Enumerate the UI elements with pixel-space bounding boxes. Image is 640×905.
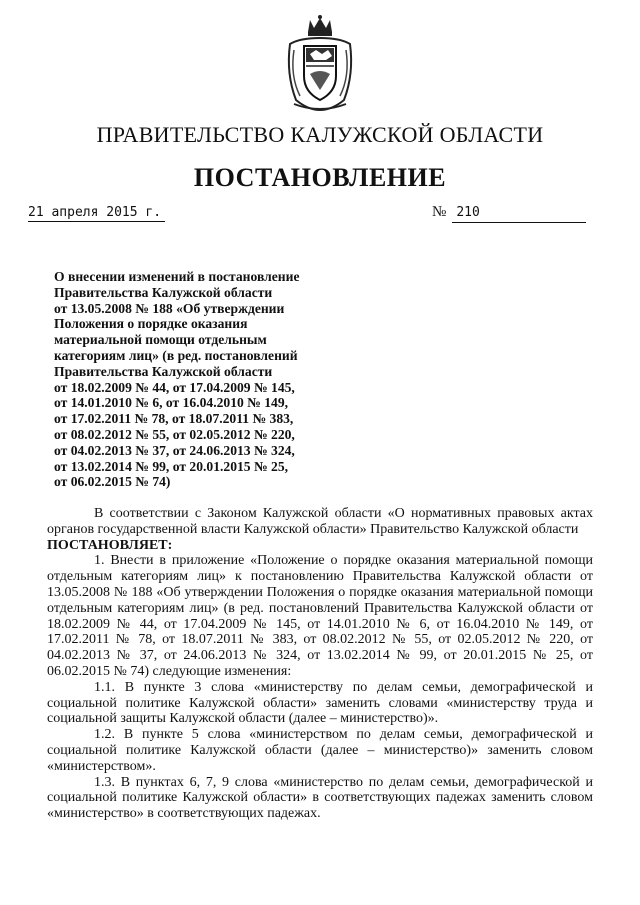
title-line: от 17.02.2011 № 78, от 18.07.2011 № 383,: [54, 411, 294, 427]
decree-word: ПОСТАНОВЛЯЕТ:: [47, 537, 173, 553]
paragraph-1-1: 1.1. В пункте 3 слова «министерству по делам семьи, демографической и социальной политике Калужской области» заменить словами «министерству труда и социальной защиты Калужской области (далее – министерство)».: [47, 679, 593, 727]
title-line: от 14.01.2010 № 6, от 16.04.2010 № 149,: [54, 395, 289, 411]
organization-name: ПРАВИТЕЛЬСТВО КАЛУЖСКОЙ ОБЛАСТИ: [96, 122, 544, 147]
intro-paragraph: В соответствии с Законом Калужской области «О нормативных правовых актах органов государственной власти Калужской области» Правительство Калужской области: [47, 506, 593, 537]
title-line: от 13.02.2014 № 99, от 20.01.2015 № 25,: [54, 458, 289, 474]
title-line: Правительства Калужской области: [54, 363, 273, 379]
number-label: №: [432, 204, 447, 220]
paragraph-1-3: 1.3. В пунктах 6, 7, 9 слова «министерство по делам семьи, демографической и социальной политике Калужской области» в соответствующих падежах заменить словом «министерство» в соответствующих падежах.: [47, 774, 593, 822]
title-line: от 06.02.2015 № 74): [54, 474, 171, 490]
title-line: от 18.02.2009 № 44, от 17.04.2009 № 145,: [54, 379, 295, 395]
document-type: ПОСТАНОВЛЕНИЕ: [193, 163, 447, 192]
title-line: материальной помощи отдельным: [54, 332, 267, 348]
title-line: Положения о порядке оказания: [54, 316, 248, 332]
title-line: О внесении изменений в постановление: [54, 269, 300, 284]
title-line: от 08.02.2012 № 55, от 02.05.2012 № 220,: [54, 426, 295, 442]
paragraph-1: 1. Внести в приложение «Положение о порядке оказания материальной помощи отдельным категориям лиц» к постановлению Правительства Калужской области от 13.05.2008 № 188 «Об утверждении Положения о порядке оказания материальной помощи отдельным категориям лиц» (в ред. постановлений Правительства Калужской области от 18.02.2009 № 44, от 17.04.2009 № 145, от 14.01.2010 № 6, от 16.04.2010 № 149, от 17.02.2011 № 78, от 18.07.2011 № 383, от 08.02.2012 № 55, от 02.05.2012 № 220, от 04.02.2013 № 37, от 24.06.2013 № 324, от 13.02.2014 № 99, от 20.01.2015 № 25, от 06.02.2015 № 74) следующие изменения:: [47, 553, 593, 679]
document-number-block: [432, 203, 586, 223]
title-line: от 04.02.2013 № 37, от 24.06.2013 № 324,: [54, 442, 295, 458]
title-line: категориям лиц» (в ред. постановлений: [54, 347, 298, 363]
paragraph-1-2: 1.2. В пункте 5 слова «министерством по делам семьи, демографической и социальной политике Калужской области (далее – министерство)» заменить словом «министерством».: [47, 727, 593, 774]
title-line: Правительства Калужской области: [54, 284, 273, 300]
title-line: от 13.05.2008 № 188 «Об утверждении: [54, 300, 285, 316]
document-number: 210: [452, 204, 586, 223]
document-date: 21 апреля 2015 г.: [28, 205, 165, 222]
document-body: [47, 506, 593, 822]
document-title: [54, 269, 325, 490]
coat-of-arms-icon: [280, 14, 360, 114]
